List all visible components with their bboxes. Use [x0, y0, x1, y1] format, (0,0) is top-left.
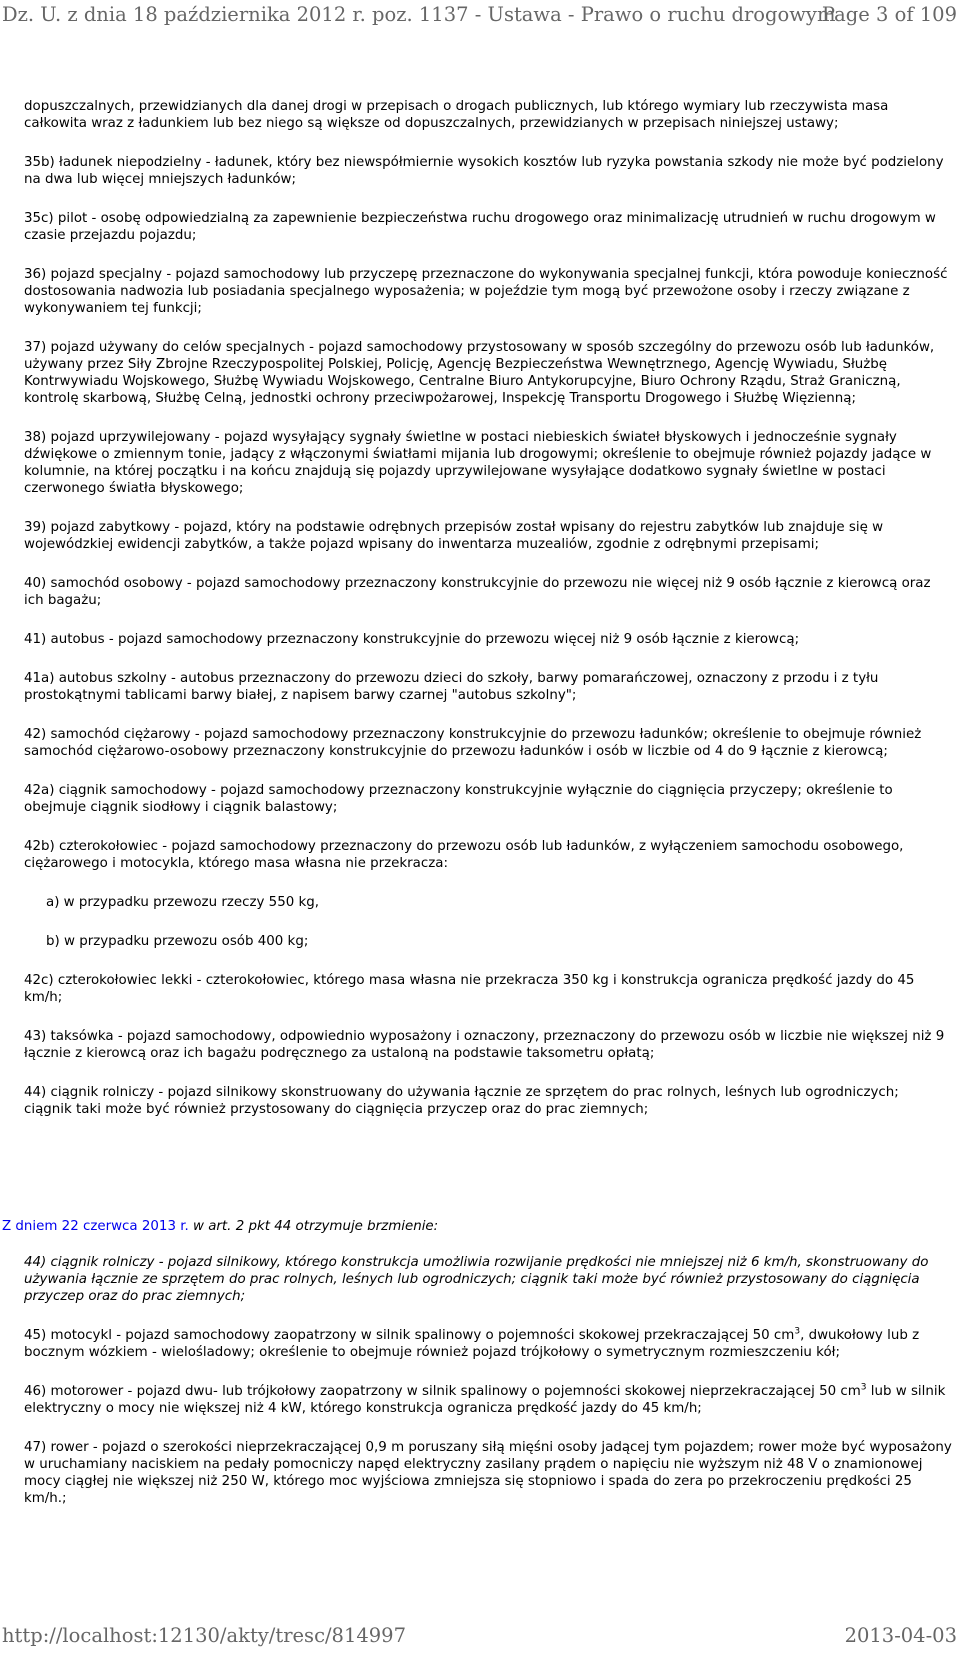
superscript-3: 3	[794, 1326, 801, 1337]
paragraph-46	[24, 1383, 952, 1417]
paragraph-continuation: dopuszczalnych, przewidzianych dla danej drogi w przepisach o drogach publicznych, lub którego wymiary lub rzeczywista masa całkowita wraz z ładunkiem lub bez niego są większe od dopuszczalnych, przewidzianych w przepisach niniejszej ustawy;	[24, 99, 889, 131]
footer-url: http://localhost:12130/akty/tresc/814997	[2, 1624, 406, 1647]
paragraph-47: 47) rower - pojazd o szerokości nieprzekraczającej 0,9 m poruszany siłą mięśni osoby jadącej tym pojazdem; rower może być wyposażony w uruchamiany naciskiem na pedały pomocniczy napęd elektryczny zasilany prądem o napięciu nie wyższym niż 48 V o znamionowej mocy ciągłej nie większej niż 250 W, którego moc wyjściowa zmniejsza się stopniowo i spada do zera po przekroczeniu prędkości 25 km/h.;	[24, 1440, 952, 1506]
paragraph-46-text: 46) motorower - pojazd dwu- lub trójkołowy zaopatrzony w silnik spalinowy o pojemności skokowej nieprzekraczającej 50 cm	[24, 1384, 861, 1399]
footer-date: 2013-04-03	[844, 1624, 957, 1647]
amended-paragraph-44: 44) ciągnik rolniczy - pojazd silnikowy, którego konstrukcja umożliwia rozwijanie prędkości nie mniejszej niż 6 km/h, skonstruowany do używania łącznie ze sprzętem do prac rolnych, leśnych lub ogrodniczych; ciągnik taki może być również przystosowany do ciągnięcia przyczep oraz do prac ziemnych;	[24, 1255, 929, 1304]
paragraph-38: 38) pojazd uprzywilejowany - pojazd wysyłający sygnały świetlne w postaci niebieskich świateł błyskowych i jednocześnie sygnały dźwiękowe o zmiennym tonie, jadący z włączonymi światłami mijania lub drogowymi; określenie to obejmuje również pojazdy jadące w kolumnie, na której początku i na końcu znajdują się pojazdy uprzywilejowane wysyłające dodatkowo sygnały świetlne w postaci czerwonego światła błyskowego;	[24, 430, 932, 496]
paragraph-45-text-rest: , dwukołowy lub z bocznym wózkiem - wielośladowy; określenie to obejmuje również pojazd trójkołowy o symetrycznym rozmieszczeniu kół;	[24, 1328, 920, 1360]
amendment-notice-text: w art. 2 pkt 44 otrzymuje brzmienie:	[188, 1219, 439, 1234]
paragraph-36: 36) pojazd specjalny - pojazd samochodowy lub przyczepę przeznaczone do wykonywania specjalnej funkcji, która powoduje konieczność dostosowania nadwozia lub posiadania specjalnego wyposażenia; w pojeździe tym mogą być przewożone osoby i rzeczy związane z wykonywaniem tej funkcji;	[24, 267, 948, 316]
paragraph-35c: 35c) pilot - osobę odpowiedzialną za zapewnienie bezpieczeństwa ruchu drogowego oraz minimalizację utrudnień w ruchu drogowym w czasie przejazdu pojazdu;	[24, 211, 936, 243]
paragraph-42b: 42b) czterokołowiec - pojazd samochodowy przeznaczony do przewozu osób lub ładunków, z wyłączeniem samochodu osobowego, ciężarowego i motocykla, którego masa własna nie przekracza:	[24, 839, 904, 871]
header-page-number: Page 3 of 109	[821, 3, 957, 26]
header-title: Dz. U. z dnia 18 października 2012 r. poz. 1137 - Ustawa - Prawo o ruchu drogowym	[2, 3, 836, 26]
paragraph-42a: 42a) ciągnik samochodowy - pojazd samochodowy przeznaczony konstrukcyjnie wyłącznie do ciągnięcia przyczepy; określenie to obejmuje ciągnik siodłowy i ciągnik balastowy;	[24, 783, 893, 815]
paragraph-35b: 35b) ładunek niepodzielny - ładunek, który bez niewspółmiernie wysokich kosztów lub ryzyka powstania szkody nie może być podzielony na dwa lub więcej mniejszych ładunków;	[24, 155, 944, 187]
paragraph-45-text: 45) motocykl - pojazd samochodowy zaopatrzony w silnik spalinowy o pojemności skokowej przekraczającej 50 cm	[24, 1328, 795, 1343]
paragraph-46-text-rest: lub w silnik elektryczny o mocy nie większej niż 4 kW, którego konstrukcja ogranicza prędkość jazdy do 45 km/h;	[24, 1384, 946, 1416]
paragraph-41: 41) autobus - pojazd samochodowy przeznaczony konstrukcyjnie do przewozu więcej niż 9 osób łącznie z kierowcą;	[24, 632, 800, 647]
paragraph-37: 37) pojazd używany do celów specjalnych - pojazd samochodowy przystosowany w sposób szczególny do przewozu osób lub ładunków, używany przez Siły Zbrojne Rzeczypospolitej Polskiej, Policję, Agencję Bezpieczeństwa Wewnętrznego, Agencję Wywiadu, Służbę Kontrwywiadu Wojskowego, Służbę Wywiadu Wojskowego, Centralne Biuro Antykorupcyjne, Biuro Ochrony Rządu, Straż Graniczną, kontrolę skarbową, Służbę Celną, jednostki ochrony przeciwpożarowej, Inspekcję Transportu Drogowego i Służbę Więzienną;	[24, 340, 935, 406]
paragraph-44: 44) ciągnik rolniczy - pojazd silnikowy skonstruowany do używania łącznie ze sprzętem do prac rolnych, leśnych lub ogrodniczych; ciągnik taki może być również przystosowany do ciągnięcia przyczep oraz do prac ziemnych;	[24, 1085, 899, 1117]
paragraph-42b-a: a) w przypadku przewozu rzeczy 550 kg,	[46, 895, 320, 910]
paragraph-42b-b: b) w przypadku przewozu osób 400 kg;	[46, 934, 309, 949]
amendment-date-link[interactable]: Z dniem 22 czerwca 2013 r.	[2, 1219, 189, 1234]
amendment-notice	[2, 1218, 942, 1235]
page-header	[0, 0, 960, 32]
document-body	[24, 98, 948, 1140]
paragraph-42: 42) samochód ciężarowy - pojazd samochodowy przeznaczony konstrukcyjnie do przewozu ładunków; określenie to obejmuje również samochód ciężarowo-osobowy przeznaczony konstrukcyjnie do przewozu ładunków i osób w liczbie od 4 do 9 łącznie z kierowcą;	[24, 727, 922, 759]
paragraph-42c: 42c) czterokołowiec lekki - czterokołowiec, którego masa własna nie przekracza 350 kg i konstrukcja ogranicza prędkość jazdy do 45 km/h;	[24, 973, 915, 1005]
page-footer	[0, 1622, 960, 1653]
paragraph-45	[24, 1327, 952, 1361]
amended-text	[24, 1254, 952, 1529]
paragraph-43: 43) taksówka - pojazd samochodowy, odpowiednio wyposażony i oznaczony, przeznaczony do przewozu osób w liczbie nie większej niż 9 łącznie z kierowcą oraz ich bagażu podręcznego za ustaloną na podstawie taksometru opłatą;	[24, 1029, 945, 1061]
paragraph-39: 39) pojazd zabytkowy - pojazd, który na podstawie odrębnych przepisów został wpisany do rejestru zabytków lub znajduje się w wojewódzkiej ewidencji zabytków, a także pojazd wpisany do inwentarza muzealiów, zgodnie z odrębnymi przepisami;	[24, 520, 884, 552]
superscript-3: 3	[860, 1382, 867, 1393]
paragraph-40: 40) samochód osobowy - pojazd samochodowy przeznaczony konstrukcyjnie do przewozu nie więcej niż 9 osób łącznie z kierowcą oraz ich bagażu;	[24, 576, 931, 608]
paragraph-41a: 41a) autobus szkolny - autobus przeznaczony do przewozu dzieci do szkoły, barwy pomarańczowej, oznaczony z przodu i z tyłu prostokątnymi tablicami barwy białej, z napisem barwy czarnej "autobus szkolny";	[24, 671, 879, 703]
